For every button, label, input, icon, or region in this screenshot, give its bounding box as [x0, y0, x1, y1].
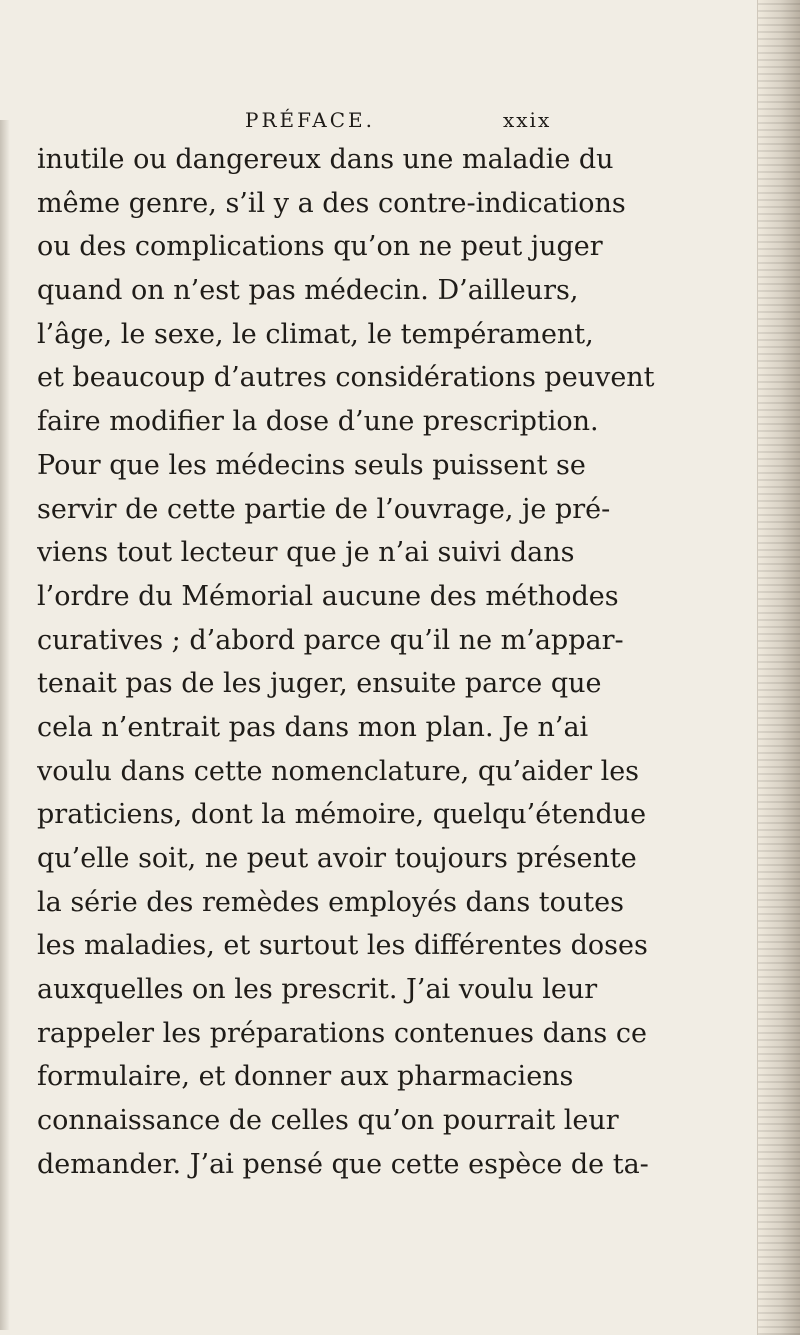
text-line: cela n’entrait pas dans mon plan. Je n’ai	[37, 711, 589, 743]
text-line: formulaire, et donner aux pharmaciens	[37, 1061, 574, 1093]
text-line: les maladies, et surtout les différentes doses	[37, 930, 648, 962]
header-title: PRÉFACE.	[245, 108, 375, 132]
text-line: curatives ; d’abord parce qu’il ne m’appar-	[37, 624, 624, 656]
page-gutter-shadow	[0, 120, 10, 1330]
text-line: quand on n’est pas médecin. D’ailleurs,	[37, 275, 579, 307]
text-line: faire modifier la dose d’une prescription.	[37, 406, 599, 438]
text-line: praticiens, dont la mémoire, quelqu’étendue	[37, 799, 647, 831]
adjacent-page-edge	[757, 0, 800, 1335]
text-line: viens tout lecteur que je n’ai suivi dans	[37, 537, 575, 569]
text-line: qu’elle soit, ne peut avoir toujours présente	[37, 843, 637, 874]
running-header	[0, 108, 800, 138]
text-line: l’âge, le sexe, le climat, le tempérament,	[37, 318, 594, 350]
text-line: tenait pas de les juger, ensuite parce que	[37, 668, 602, 700]
page-number: xxix	[503, 108, 552, 132]
text-line: voulu dans cette nomenclature, qu’aider les	[37, 755, 640, 787]
text-line: ou des complications qu’on ne peut juger	[37, 231, 603, 263]
text-line: inutile ou dangereux dans une maladie du	[37, 144, 614, 175]
text-line: la série des remèdes employés dans toutes	[37, 886, 624, 918]
body-text	[37, 138, 752, 1187]
text-line: et beaucoup d’autres considérations peuvent	[37, 362, 655, 394]
text-line: rappeler les préparations contenues dans ce	[37, 1017, 647, 1049]
text-line: auxquelles on les prescrit. J’ai voulu leur	[37, 974, 598, 1006]
text-line: même genre, s’il y a des contre-indications	[37, 187, 626, 219]
text-line: demander. J’ai pensé que cette espèce de ta-	[37, 1148, 649, 1180]
text-line: Pour que les médecins seuls puissent se	[37, 449, 586, 481]
text-line: connaissance de celles qu’on pourrait leur	[37, 1105, 619, 1137]
text-line: l’ordre du Mémorial aucune des méthodes	[37, 580, 619, 612]
text-line: servir de cette partie de l’ouvrage, je pré-	[37, 493, 611, 525]
